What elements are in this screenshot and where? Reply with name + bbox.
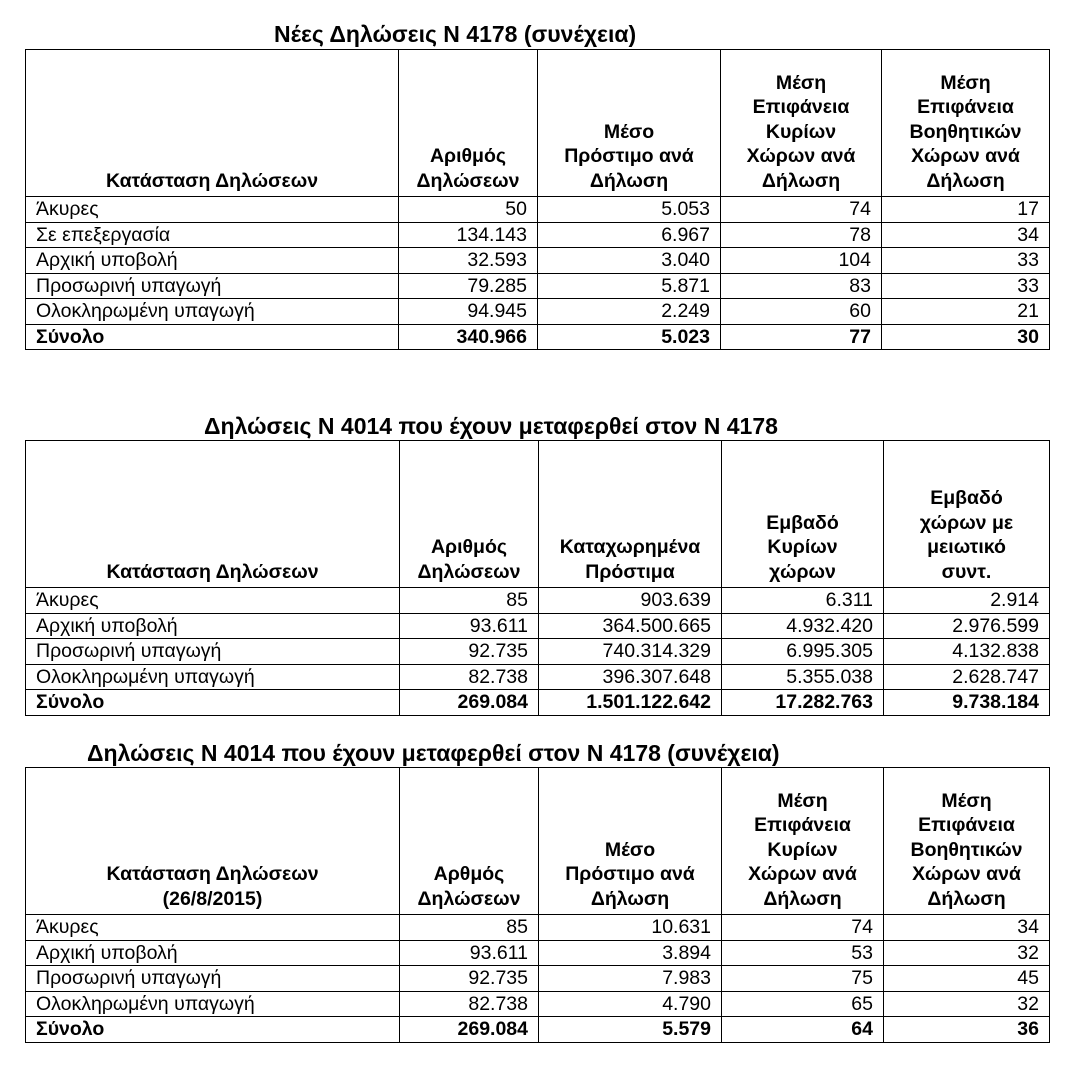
table-cell: 5.023 — [538, 324, 721, 350]
row-label: Άκυρες — [26, 915, 400, 941]
total-row — [26, 690, 1050, 716]
table-title: Δηλώσεις Ν 4014 που έχουν μεταφερθεί στον Ν 4178 (συνέχεια) — [87, 740, 780, 766]
table-row — [26, 588, 1050, 614]
table-cell: 5.355.038 — [722, 664, 884, 690]
table-cell: 34 — [884, 915, 1050, 941]
table-cell: 33 — [882, 248, 1050, 274]
column-header: Αρθμός Δηλώσεων — [400, 768, 539, 915]
table-cell: 1.501.122.642 — [539, 690, 722, 716]
header-row — [26, 768, 1050, 915]
table-cell: 30 — [882, 324, 1050, 350]
table-cell: 10.631 — [539, 915, 722, 941]
table-row — [26, 639, 1050, 665]
data-table — [25, 49, 1050, 350]
table-cell: 82.738 — [400, 991, 539, 1017]
table-cell: 2.976.599 — [884, 613, 1050, 639]
row-label: Άκυρες — [26, 588, 400, 614]
table-row — [26, 664, 1050, 690]
table-cell: 74 — [721, 197, 882, 223]
table-cell: 340.966 — [399, 324, 538, 350]
row-label: Προσωρινή υπαγωγή — [26, 273, 399, 299]
table-cell: 32.593 — [399, 248, 538, 274]
data-table — [25, 440, 1050, 716]
table-cell: 93.611 — [400, 613, 539, 639]
column-header: Καταχωρημένα Πρόστιμα — [539, 441, 722, 588]
table-title: Δηλώσεις Ν 4014 που έχουν μεταφερθεί στον Ν 4178 — [204, 413, 778, 439]
table-cell: 6.311 — [722, 588, 884, 614]
table-cell: 21 — [882, 299, 1050, 325]
table-cell: 60 — [721, 299, 882, 325]
data-table — [25, 767, 1050, 1043]
column-header: Κατάσταση Δηλώσεων (26/8/2015) — [26, 768, 400, 915]
table-row — [26, 613, 1050, 639]
column-header: Εμβαδό χώρων με μειωτικό συντ. — [884, 441, 1050, 588]
table-cell: 396.307.648 — [539, 664, 722, 690]
table-cell: 64 — [722, 1017, 884, 1043]
table-cell: 5.579 — [539, 1017, 722, 1043]
table-cell: 92.735 — [400, 966, 539, 992]
table-cell: 94.945 — [399, 299, 538, 325]
table-cell: 79.285 — [399, 273, 538, 299]
row-label: Αρχική υποβολή — [26, 248, 399, 274]
row-label: Ολοκληρωμένη υπαγωγή — [26, 664, 400, 690]
table-cell: 50 — [399, 197, 538, 223]
table-cell: 93.611 — [400, 940, 539, 966]
table-cell: 269.084 — [400, 1017, 539, 1043]
column-header: Εμβαδό Κυρίων χώρων — [722, 441, 884, 588]
table-cell: 3.040 — [538, 248, 721, 274]
row-label: Προσωρινή υπαγωγή — [26, 966, 400, 992]
column-header: Μέση Επιφάνεια Βοηθητικών Χώρων ανά Δήλωση — [884, 768, 1050, 915]
table-cell: 34 — [882, 222, 1050, 248]
table-cell: 45 — [884, 966, 1050, 992]
row-label: Ολοκληρωμένη υπαγωγή — [26, 299, 399, 325]
total-row — [26, 324, 1050, 350]
table-cell: 33 — [882, 273, 1050, 299]
table-cell: 32 — [884, 940, 1050, 966]
table-row — [26, 299, 1050, 325]
table-cell: 74 — [722, 915, 884, 941]
row-label: Σύνολο — [26, 690, 400, 716]
table-cell: 83 — [721, 273, 882, 299]
row-label: Σε επεξεργασία — [26, 222, 399, 248]
column-header: Κατάσταση Δηλώσεων — [26, 50, 399, 197]
table-cell: 85 — [400, 915, 539, 941]
table-row — [26, 222, 1050, 248]
table-cell: 2.628.747 — [884, 664, 1050, 690]
table-cell: 4.932.420 — [722, 613, 884, 639]
table-cell: 82.738 — [400, 664, 539, 690]
table-row — [26, 248, 1050, 274]
table-cell: 85 — [400, 588, 539, 614]
table-cell: 269.084 — [400, 690, 539, 716]
table-cell: 75 — [722, 966, 884, 992]
table-cell: 17 — [882, 197, 1050, 223]
row-label: Άκυρες — [26, 197, 399, 223]
table-cell: 740.314.329 — [539, 639, 722, 665]
table-cell: 134.143 — [399, 222, 538, 248]
table-row — [26, 273, 1050, 299]
table-cell: 5.871 — [538, 273, 721, 299]
table-row — [26, 991, 1050, 1017]
header-row — [26, 50, 1050, 197]
table-row — [26, 197, 1050, 223]
total-row — [26, 1017, 1050, 1043]
table-cell: 104 — [721, 248, 882, 274]
row-label: Αρχική υποβολή — [26, 940, 400, 966]
column-header: Μέσο Πρόστιμο ανά Δήλωση — [538, 50, 721, 197]
table-cell: 3.894 — [539, 940, 722, 966]
table-cell: 32 — [884, 991, 1050, 1017]
row-label: Ολοκληρωμένη υπαγωγή — [26, 991, 400, 1017]
table-cell: 36 — [884, 1017, 1050, 1043]
column-header: Μέση Επιφάνεια Κυρίων Χώρων ανά Δήλωση — [722, 768, 884, 915]
table-cell: 4.790 — [539, 991, 722, 1017]
table-row — [26, 966, 1050, 992]
table-cell: 6.967 — [538, 222, 721, 248]
column-header: Μέσο Πρόστιμο ανά Δήλωση — [539, 768, 722, 915]
column-header: Κατάσταση Δηλώσεων — [26, 441, 400, 588]
column-header: Μέση Επιφάνεια Κυρίων Χώρων ανά Δήλωση — [721, 50, 882, 197]
table-cell: 903.639 — [539, 588, 722, 614]
table-cell: 2.914 — [884, 588, 1050, 614]
table-cell: 78 — [721, 222, 882, 248]
table-cell: 65 — [722, 991, 884, 1017]
row-label: Αρχική υποβολή — [26, 613, 400, 639]
table-cell: 92.735 — [400, 639, 539, 665]
table-cell: 364.500.665 — [539, 613, 722, 639]
table-cell: 17.282.763 — [722, 690, 884, 716]
table-row — [26, 940, 1050, 966]
table-cell: 9.738.184 — [884, 690, 1050, 716]
table-cell: 2.249 — [538, 299, 721, 325]
header-row — [26, 441, 1050, 588]
row-label: Προσωρινή υπαγωγή — [26, 639, 400, 665]
table-cell: 53 — [722, 940, 884, 966]
table-title: Νέες Δηλώσεις Ν 4178 (συνέχεια) — [274, 21, 637, 47]
table-cell: 7.983 — [539, 966, 722, 992]
table-cell: 77 — [721, 324, 882, 350]
row-label: Σύνολο — [26, 324, 399, 350]
column-header: Αριθμός Δηλώσεων — [399, 50, 538, 197]
row-label: Σύνολο — [26, 1017, 400, 1043]
table-cell: 6.995.305 — [722, 639, 884, 665]
table-row — [26, 915, 1050, 941]
column-header: Μέση Επιφάνεια Βοηθητικών Χώρων ανά Δήλωση — [882, 50, 1050, 197]
table-cell: 5.053 — [538, 197, 721, 223]
table-cell: 4.132.838 — [884, 639, 1050, 665]
column-header: Αριθμός Δηλώσεων — [400, 441, 539, 588]
